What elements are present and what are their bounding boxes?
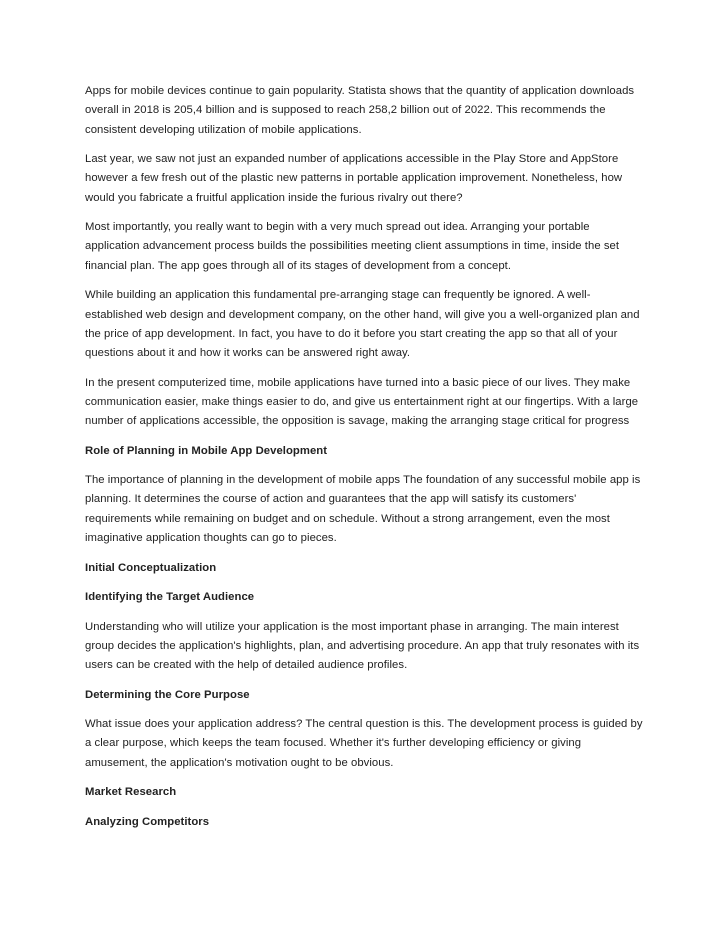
paragraph-importance-of-planning: The importance of planning in the development of mobile apps The foundation of any successful mobile app is planning. It determines the course of action and guarantees that the app will satisfy its customers' requirements while remaining on budget and on schedule. Without a strong arrangement, even the most imaginative application thoughts can go to pieces. — [85, 474, 641, 545]
paragraph-last-year: Last year, we saw not just an expanded number of applications accessible in the Play Store and AppStore however a few fresh out of the plastic new patterns in portable application improvement. Nonetheless, how would you fabricate a fruitful application inside the furious rivalry out there? — [85, 153, 623, 204]
paragraph-intro: Apps for mobile devices continue to gain popularity. Statista shows that the quantity of application downloads overall in 2018 is 205,4 billion and is supposed to reach 258,2 billion out of 2022. This recommends the consistent developing utilization of mobile applications. — [85, 85, 635, 136]
paragraph-computerized-time: In the present computerized time, mobile applications have turned into a basic piece of our lives. They make communication easier, make things easier to do, and give us entertainment right at our fingertips. With a large number of applications accessible, the opposition is savage, making the arranging stage critical for progress — [85, 376, 639, 428]
document-body — [85, 82, 645, 842]
paragraph-pre-arranging: While building an application this fundamental pre-arranging stage can frequently be ignored. A well-established web design and development company, on the other hand, will give you a well-organized plan and the price of app development. In fact, you have to do it before you start creating the app so that all of your questions about it and how it works can be answered right away. — [85, 289, 640, 360]
paragraph-core-purpose: What issue does your application address? The central question is this. The development process is guided by a clear purpose, which keeps the team focused. Whether it's further developing efficiency or giving amusement, the application's motivation ought to be obvious. — [85, 718, 643, 769]
heading-target-audience: Identifying the Target Audience — [85, 591, 255, 604]
paragraph-concept: Most importantly, you really want to begin with a very much spread out idea. Arranging your portable application advancement process builds the possibilities meeting client assumptions in time, inside the set financial plan. The app goes through all of its stages of development from a concept. — [85, 221, 620, 272]
paragraph-target-audience: Understanding who will utilize your application is the most important phase in arranging. The main interest group decides the application's highlights, plan, and advertising procedure. An app that truly resonates with its users can be created with the help of detailed audience profiles. — [85, 620, 640, 672]
heading-initial-conceptualization: Initial Conceptualization — [85, 561, 217, 574]
heading-core-purpose: Determining the Core Purpose — [85, 688, 250, 701]
heading-role-of-planning: Role of Planning in Mobile App Development — [85, 444, 328, 457]
heading-analyzing-competitors: Analyzing Competitors — [85, 815, 210, 828]
heading-market-research: Market Research — [85, 786, 177, 799]
